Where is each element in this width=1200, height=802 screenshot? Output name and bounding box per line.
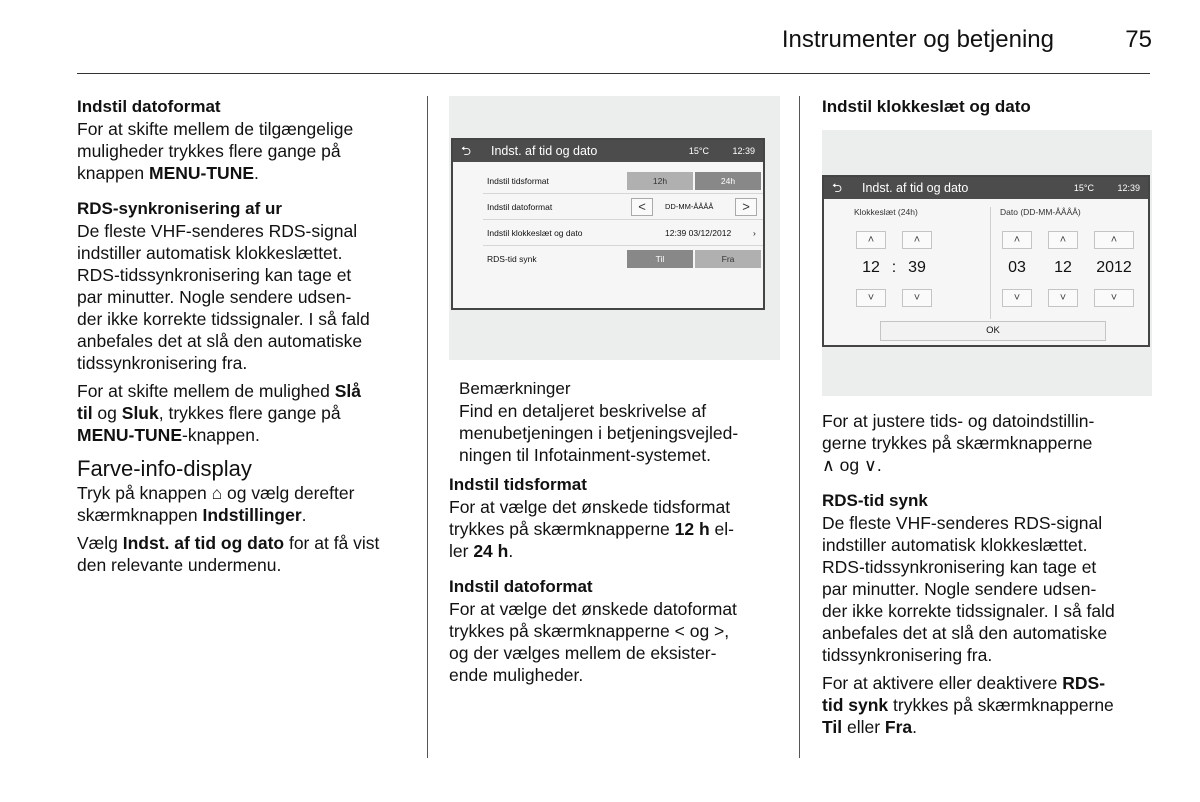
column-3 bbox=[822, 96, 1152, 118]
chevron-right-icon: › bbox=[753, 228, 756, 238]
paragraph-line: MENU-TUNE-knappen. bbox=[77, 425, 260, 445]
section-heading: RDS-synkronisering af ur bbox=[77, 199, 282, 218]
setting-row-date-format bbox=[483, 194, 763, 220]
minute-up-button[interactable]: ˄ bbox=[902, 231, 932, 249]
temperature-readout: 15°C bbox=[688, 146, 709, 156]
screenshot-time-date-settings bbox=[449, 96, 780, 360]
temperature-readout: 15°C bbox=[1073, 183, 1094, 193]
paragraph-line: til og Sluk, trykkes flere gange på bbox=[77, 403, 341, 423]
paragraph-line: indstiller automatisk klokkeslættet. bbox=[822, 535, 1088, 555]
paragraph-line: par minutter. Nogle sendere udsen- bbox=[822, 579, 1097, 599]
paragraph-line: RDS-tidssynkronisering kan tage et bbox=[822, 557, 1097, 577]
section-heading: RDS-tid synk bbox=[822, 491, 928, 510]
section-heading: Indstil klokkeslæt og dato bbox=[822, 97, 1031, 116]
chevron-down-icon: ∨ bbox=[864, 455, 877, 475]
year-value: 2012 bbox=[1096, 259, 1132, 276]
paragraph-line: ∧ og ∨. bbox=[822, 455, 882, 475]
time-format-24h-button[interactable]: 24h bbox=[695, 172, 761, 190]
column-2 bbox=[449, 378, 781, 686]
paragraph-line: For at vælge det ønskede tidsformat bbox=[449, 497, 731, 517]
paragraph-line: De fleste VHF-senderes RDS-signal bbox=[822, 513, 1103, 533]
time-date-value: 12:39 03/12/2012 bbox=[665, 228, 732, 238]
paragraph-line: tid synk trykkes på skærmknapperne bbox=[822, 695, 1114, 715]
paragraph-line: den relevante undermenu. bbox=[77, 555, 282, 575]
time-date-divider bbox=[990, 207, 991, 319]
paragraph-line: anbefales det at slå den automatiske bbox=[77, 331, 363, 351]
setting-row-rds-sync bbox=[483, 246, 763, 272]
time-format-12h-button[interactable]: 12h bbox=[627, 172, 693, 190]
date-format-value: DD-MM-ÅÅÅÅ bbox=[665, 202, 714, 211]
setting-label: Indstil tidsformat bbox=[487, 176, 549, 186]
chevron-up-icon: ∧ bbox=[822, 455, 835, 475]
paragraph-line: menubetjeningen i betjeningsvejled- bbox=[459, 423, 739, 443]
year-up-button[interactable]: ˄ bbox=[1094, 231, 1134, 249]
paragraph-line: trykkes på skærmknapperne 12 h el- bbox=[449, 519, 734, 539]
paragraph-line: For at justere tids- og datoindstillin- bbox=[822, 411, 1095, 431]
rds-off-button[interactable]: Fra bbox=[695, 250, 761, 268]
paragraph-line: RDS-tidssynkronisering kan tage et bbox=[77, 265, 352, 285]
minute-down-button[interactable]: ˅ bbox=[902, 289, 932, 307]
paragraph-line: og der vælges mellem de eksister- bbox=[449, 643, 717, 663]
page-number: 75 bbox=[1125, 26, 1152, 53]
screenshot-set-time-date bbox=[822, 130, 1152, 396]
date-format-next-button[interactable]: > bbox=[735, 198, 757, 216]
infotainment-screen bbox=[451, 138, 765, 310]
clock-readout: 12:39 bbox=[1117, 183, 1140, 193]
clock-readout: 12:39 bbox=[732, 146, 755, 156]
setting-row-time-date[interactable] bbox=[483, 220, 763, 246]
paragraph-line: tidssynkronisering fra. bbox=[77, 353, 248, 373]
year-down-button[interactable]: ˅ bbox=[1094, 289, 1134, 307]
page-header-title: Instrumenter og betjening bbox=[781, 26, 1054, 53]
ok-button[interactable]: OK bbox=[880, 321, 1106, 341]
paragraph-line: For at skifte mellem de mulighed Slå bbox=[77, 381, 362, 401]
paragraph-line: skærmknappen Indstillinger. bbox=[77, 505, 307, 525]
header-divider bbox=[77, 73, 1150, 74]
month-up-button[interactable]: ˄ bbox=[1048, 231, 1078, 249]
paragraph-line: muligheder trykkes flere gange på bbox=[77, 141, 341, 161]
note-heading: Bemærkninger bbox=[459, 379, 571, 398]
minute-value: 39 bbox=[908, 259, 926, 276]
screen-titlebar bbox=[453, 140, 763, 162]
setting-row-time-format bbox=[483, 168, 763, 194]
paragraph-line: For at skifte mellem de tilgængelige bbox=[77, 119, 354, 139]
date-label: Dato (DD-MM-ÅÅÅÅ) bbox=[1000, 207, 1081, 217]
home-icon: ⌂ bbox=[211, 483, 223, 503]
month-down-button[interactable]: ˅ bbox=[1048, 289, 1078, 307]
paragraph-line: gerne trykkes på skærmknapperne bbox=[822, 433, 1093, 453]
hour-up-button[interactable]: ˄ bbox=[856, 231, 886, 249]
paragraph-line: trykkes på skærmknapperne < og >, bbox=[449, 621, 730, 641]
setting-label: RDS-tid synk bbox=[487, 254, 537, 264]
setting-label: Indstil klokkeslæt og dato bbox=[487, 228, 583, 238]
column-divider-1 bbox=[427, 96, 428, 758]
paragraph-line: knappen MENU-TUNE. bbox=[77, 163, 259, 183]
day-value: 03 bbox=[1008, 259, 1026, 276]
infotainment-screen bbox=[822, 175, 1150, 347]
paragraph-line: For at aktivere eller deaktivere RDS- bbox=[822, 673, 1106, 693]
time-colon: : bbox=[891, 259, 897, 276]
paragraph-line: ningen til Infotainment-systemet. bbox=[459, 445, 711, 465]
day-up-button[interactable]: ˄ bbox=[1002, 231, 1032, 249]
setting-label: Indstil datoformat bbox=[487, 202, 553, 212]
paragraph-line: Find en detaljeret beskrivelse af bbox=[459, 401, 707, 421]
back-icon[interactable]: ⮌ bbox=[832, 181, 843, 195]
paragraph-line: anbefales det at slå den automatiske bbox=[822, 623, 1108, 643]
paragraph-line: ler 24 h. bbox=[449, 541, 514, 561]
back-icon[interactable]: ⮌ bbox=[461, 144, 472, 158]
paragraph-line: Tryk på knappen ⌂ og vælg derefter bbox=[77, 483, 355, 503]
paragraph-line: der ikke korrekte tidssignaler. I så fald bbox=[77, 309, 370, 329]
section-heading-large: Farve-info-display bbox=[77, 456, 252, 481]
paragraph-line: For at vælge det ønskede datoformat bbox=[449, 599, 737, 619]
day-down-button[interactable]: ˅ bbox=[1002, 289, 1032, 307]
paragraph-line: der ikke korrekte tidssignaler. I så fald bbox=[822, 601, 1115, 621]
paragraph-line: indstiller automatisk klokkeslættet. bbox=[77, 243, 343, 263]
section-heading: Indstil tidsformat bbox=[449, 475, 587, 494]
paragraph-line: Vælg Indst. af tid og dato for at få vist bbox=[77, 533, 380, 553]
date-format-prev-button[interactable]: < bbox=[631, 198, 653, 216]
column-1 bbox=[77, 96, 409, 576]
column-3-text bbox=[822, 410, 1152, 738]
rds-on-button[interactable]: Til bbox=[627, 250, 693, 268]
section-heading: Indstil datoformat bbox=[449, 577, 593, 596]
paragraph-line: ende muligheder. bbox=[449, 665, 584, 685]
hour-down-button[interactable]: ˅ bbox=[856, 289, 886, 307]
month-value: 12 bbox=[1054, 259, 1072, 276]
screen-titlebar bbox=[824, 177, 1148, 199]
paragraph-line: par minutter. Nogle sendere udsen- bbox=[77, 287, 352, 307]
hour-value: 12 bbox=[862, 259, 880, 276]
paragraph-line: tidssynkronisering fra. bbox=[822, 645, 993, 665]
column-divider-2 bbox=[799, 96, 800, 758]
screen-title: Indst. af tid og dato bbox=[862, 181, 969, 195]
paragraph-line: Til eller Fra. bbox=[822, 717, 918, 737]
time-label: Klokkeslæt (24h) bbox=[854, 207, 918, 217]
paragraph-line: De fleste VHF-senderes RDS-signal bbox=[77, 221, 358, 241]
screen-title: Indst. af tid og dato bbox=[491, 144, 598, 158]
section-heading: Indstil datoformat bbox=[77, 97, 221, 116]
